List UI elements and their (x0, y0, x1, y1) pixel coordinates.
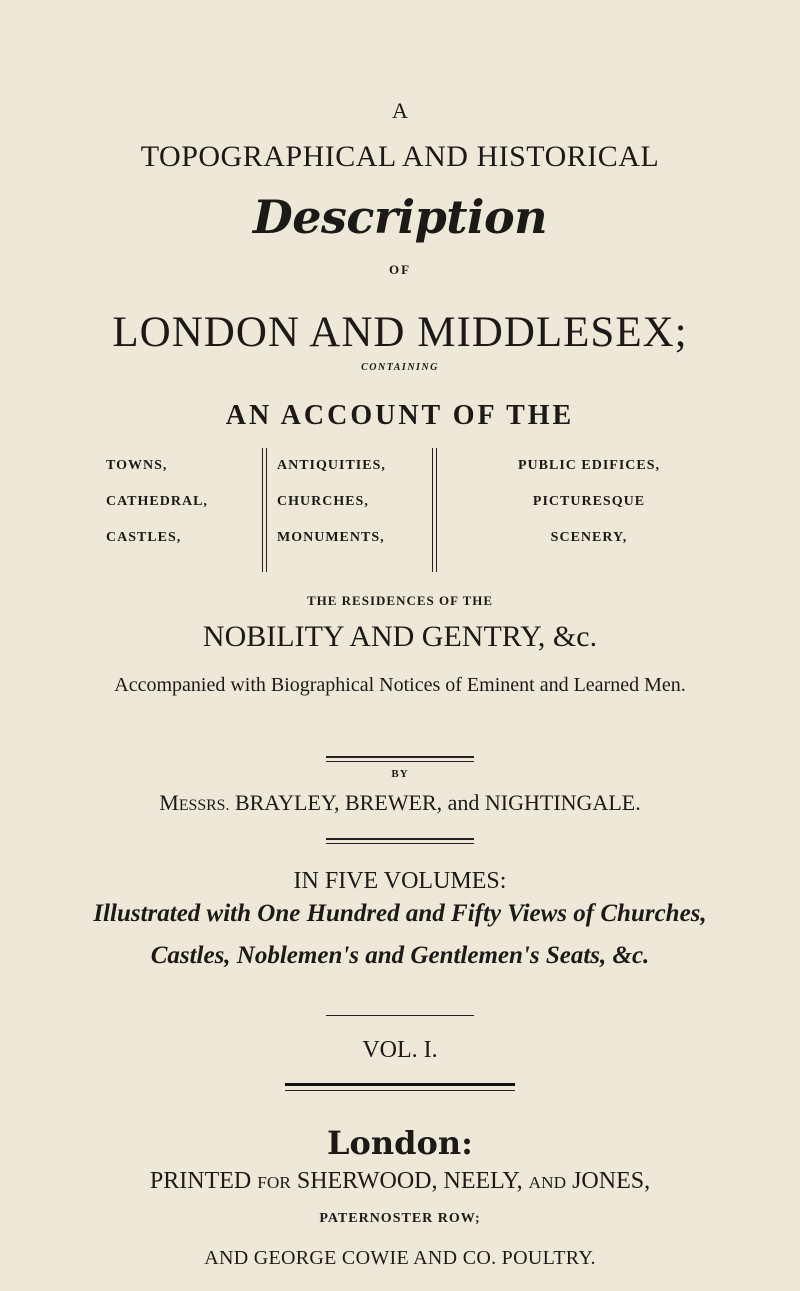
printed-word: PRINTED (149, 1168, 252, 1194)
column-item: CATHEDRAL, (106, 494, 208, 509)
contents-columns (92, 448, 732, 578)
column-item: TOWNS, (106, 458, 168, 473)
messrs-rest: ESSRS. (178, 797, 230, 814)
single-rule (326, 1015, 474, 1016)
illustrated-line-1: Illustrated with One Hundred and Fifty Views of Churches, (93, 900, 707, 927)
column-item: CHURCHES, (277, 494, 369, 509)
for-word: FOR (257, 1173, 291, 1192)
of-text: OF (388, 262, 412, 277)
illustrated-line-2: Castles, Noblemen's and Gentlemen's Seats, &c. (150, 942, 650, 969)
column-item: MONUMENTS, (277, 530, 385, 545)
title-line-2: LONDON AND MIDDLESEX; (112, 309, 688, 356)
volume-number: VOL. I. (362, 1037, 438, 1063)
jones-name: JONES, (572, 1168, 651, 1194)
containing-text: CONTAINING (361, 362, 439, 373)
contents-column-3 (464, 448, 714, 556)
column-divider (262, 448, 267, 572)
column-item: SCENERY, (550, 530, 628, 545)
double-rule (326, 838, 474, 844)
residences-text: THE RESIDENCES OF THE (306, 593, 494, 608)
messrs-initial: M (159, 790, 179, 815)
paternoster-row: PATERNOSTER ROW; (319, 1211, 481, 1226)
nobility-heading: NOBILITY AND GENTRY, &c. (202, 620, 598, 653)
title-blackletter-description: Description (252, 190, 548, 244)
title-line-1: TOPOGRAPHICAL AND HISTORICAL (140, 140, 660, 173)
volumes-text: IN FIVE VOLUMES: (293, 868, 507, 894)
printed-line (0, 1168, 800, 1195)
contents-column-1 (106, 448, 208, 556)
george-cowie-line: AND GEORGE COWIE AND CO. POULTRY. (204, 1247, 596, 1269)
biographical-notice-line: Accompanied with Biographical Notices of Eminent and Learned Men. (114, 674, 686, 696)
column-item: PICTURESQUE (532, 494, 646, 509)
heavy-rule (285, 1083, 515, 1091)
account-heading: AN ACCOUNT OF THE (225, 400, 575, 431)
authors-line (0, 790, 800, 816)
double-rule (326, 756, 474, 762)
author-names: BRAYLEY, BREWER, and NIGHTINGALE. (229, 790, 641, 815)
article-a: A (392, 98, 408, 123)
imprint-city: London: (327, 1124, 473, 1162)
column-item: PUBLIC EDIFICES, (517, 458, 661, 473)
column-item: CASTLES, (106, 530, 182, 545)
printer-names: SHERWOOD, NEELY, (296, 1168, 523, 1194)
column-item: ANTIQUITIES, (277, 458, 386, 473)
by-text: BY (391, 768, 409, 780)
column-divider (432, 448, 437, 572)
and-word: AND (528, 1173, 567, 1192)
contents-column-2 (277, 448, 386, 556)
